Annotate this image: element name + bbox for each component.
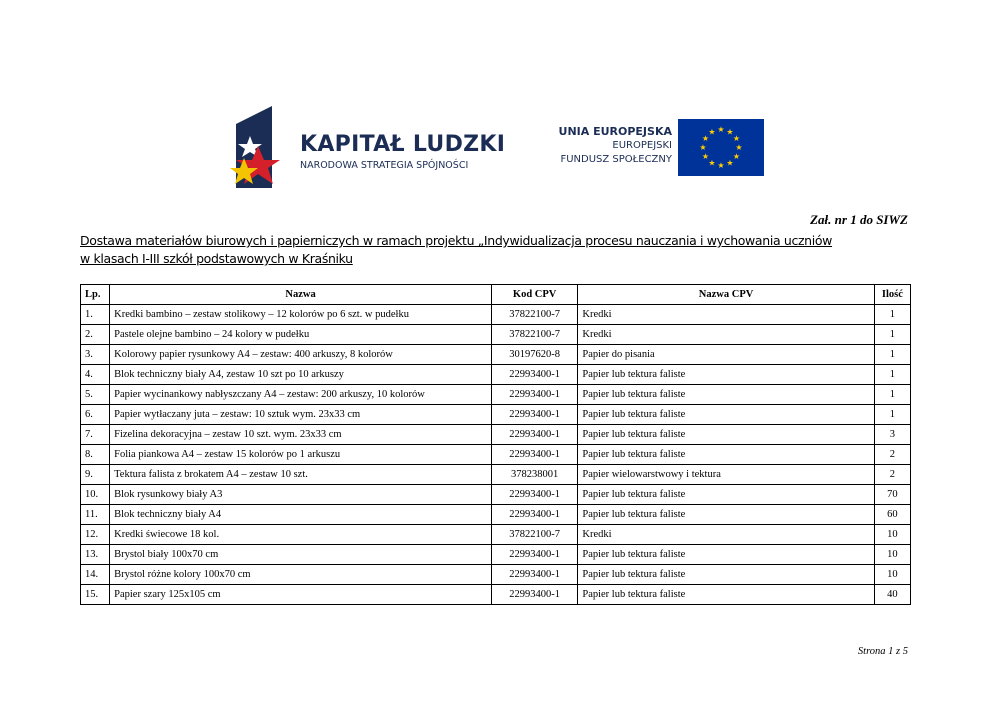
table-row <box>81 325 911 345</box>
cell-cpv-code: 37822100-7 <box>491 325 577 345</box>
cell-name: Kolorowy papier rysunkowy A4 – zestaw: 400 arkuszy, 8 kolorów <box>110 345 492 365</box>
cell-name: Blok techniczny biały A4, zestaw 10 szt po 10 arkuszy <box>110 365 492 385</box>
table-header-row <box>81 285 911 305</box>
svg-text:★: ★ <box>726 127 734 137</box>
kapital-ludzki-title: KAPITAŁ LUDZKI <box>300 132 506 157</box>
svg-text:★: ★ <box>701 152 710 161</box>
eu-logo-line2: EUROPEJSKI <box>612 140 672 151</box>
cell-qty: 3 <box>874 425 910 445</box>
cell-cpv-name: Papier lub tektura faliste <box>578 445 874 465</box>
cell-lp: 12. <box>81 525 110 545</box>
cell-lp: 3. <box>81 345 110 365</box>
cell-lp: 10. <box>81 485 110 505</box>
cell-lp: 2. <box>81 325 110 345</box>
table-row <box>81 565 911 585</box>
cell-name: Papier wytłaczany juta – zestaw: 10 sztuk wym. 23x33 cm <box>110 405 492 425</box>
cell-cpv-name: Papier lub tektura faliste <box>578 425 874 445</box>
svg-text:★: ★ <box>699 143 707 152</box>
cell-cpv-name: Kredki <box>578 305 874 325</box>
svg-text:★: ★ <box>708 127 716 137</box>
cell-cpv-code: 22993400-1 <box>491 545 577 565</box>
cell-cpv-name: Papier lub tektura faliste <box>578 545 874 565</box>
table-row <box>81 525 911 545</box>
header-name: Nazwa <box>110 285 492 305</box>
cell-lp: 11. <box>81 505 110 525</box>
svg-text:★: ★ <box>708 158 716 168</box>
cell-name: Kredki świecowe 18 kol. <box>110 525 492 545</box>
cell-name: Blok rysunkowy biały A3 <box>110 485 492 505</box>
cell-cpv-code: 22993400-1 <box>491 445 577 465</box>
cell-cpv-code: 22993400-1 <box>491 365 577 385</box>
table-row <box>81 545 911 565</box>
cell-lp: 6. <box>81 405 110 425</box>
cell-qty: 2 <box>874 465 910 485</box>
table-row <box>81 445 911 465</box>
cell-qty: 1 <box>874 325 910 345</box>
table-row <box>81 405 911 425</box>
items-table <box>80 284 911 605</box>
cell-qty: 1 <box>874 345 910 365</box>
table-row <box>81 385 911 405</box>
table-row <box>81 485 911 505</box>
cell-name: Brystol różne kolory 100x70 cm <box>110 565 492 585</box>
kapital-ludzki-emblem-icon <box>228 102 298 192</box>
cell-lp: 13. <box>81 545 110 565</box>
header-lp: Lp. <box>81 285 110 305</box>
cell-name: Brystol biały 100x70 cm <box>110 545 492 565</box>
table-row <box>81 505 911 525</box>
cell-cpv-name: Papier do pisania <box>578 345 874 365</box>
header-qty: Ilość <box>874 285 910 305</box>
cell-name: Pastele olejne bambino – 24 kolory w pudełku <box>110 325 492 345</box>
cell-cpv-name: Papier lub tektura faliste <box>578 365 874 385</box>
header-cpv-name: Nazwa CPV <box>578 285 874 305</box>
cell-qty: 10 <box>874 545 910 565</box>
cell-qty: 10 <box>874 525 910 545</box>
cell-cpv-name: Papier lub tektura faliste <box>578 585 874 605</box>
cell-cpv-code: 22993400-1 <box>491 385 577 405</box>
cell-cpv-code: 22993400-1 <box>491 425 577 445</box>
eu-logo-line3: FUNDUSZ SPOŁECZNY <box>560 154 672 165</box>
cell-cpv-name: Papier wielowarstwowy i tektura <box>578 465 874 485</box>
cell-qty: 1 <box>874 365 910 385</box>
eu-logo-line1: UNIA EUROPEJSKA <box>558 125 672 138</box>
cell-cpv-code: 22993400-1 <box>491 505 577 525</box>
cell-qty: 1 <box>874 405 910 425</box>
cell-cpv-code: 22993400-1 <box>491 565 577 585</box>
cell-lp: 1. <box>81 305 110 325</box>
cell-cpv-name: Papier lub tektura faliste <box>578 405 874 425</box>
cell-qty: 10 <box>874 565 910 585</box>
svg-text:★: ★ <box>717 125 725 134</box>
cell-name: Kredki bambino – zestaw stolikowy – 12 kolorów po 6 szt. w pudełku <box>110 305 492 325</box>
table-row <box>81 305 911 325</box>
document-title <box>80 232 920 268</box>
cell-cpv-code: 37822100-7 <box>491 525 577 545</box>
table-row <box>81 425 911 445</box>
cell-cpv-code: 30197620-8 <box>491 345 577 365</box>
cell-cpv-code: 37822100-7 <box>491 305 577 325</box>
cell-lp: 9. <box>81 465 110 485</box>
cell-lp: 5. <box>81 385 110 405</box>
cell-cpv-name: Papier lub tektura faliste <box>578 385 874 405</box>
cell-qty: 40 <box>874 585 910 605</box>
cell-qty: 1 <box>874 305 910 325</box>
document-title-line1: Dostawa materiałów biurowych i papierniczych w ramach projektu „Indywidualizacja procesu nauczania i wychowania uczniów <box>80 233 833 248</box>
cell-qty: 2 <box>874 445 910 465</box>
cell-cpv-code: 22993400-1 <box>491 405 577 425</box>
svg-text:★: ★ <box>701 134 710 143</box>
document-title-line2: w klasach I-III szkół podstawowych w Kraśniku <box>80 251 353 266</box>
cell-cpv-name: Papier lub tektura faliste <box>578 485 874 505</box>
header-cpv-code: Kod CPV <box>491 285 577 305</box>
page-number: Strona 1 z 5 <box>857 646 908 657</box>
cell-cpv-code: 22993400-1 <box>491 585 577 605</box>
cell-cpv-name: Papier lub tektura faliste <box>578 505 874 525</box>
kapital-ludzki-subtitle: NARODOWA STRATEGIA SPÓJNOŚCI <box>300 160 469 171</box>
svg-text:★: ★ <box>732 134 741 143</box>
cell-cpv-code: 22993400-1 <box>491 485 577 505</box>
svg-text:★: ★ <box>732 152 741 161</box>
cell-qty: 1 <box>874 385 910 405</box>
cell-qty: 70 <box>874 485 910 505</box>
cell-name: Papier wycinankowy nabłyszczany A4 – zestaw: 200 arkuszy, 10 kolorów <box>110 385 492 405</box>
cell-lp: 15. <box>81 585 110 605</box>
cell-lp: 8. <box>81 445 110 465</box>
cell-lp: 4. <box>81 365 110 385</box>
svg-text:★: ★ <box>726 158 734 168</box>
attachment-label: Zał. nr 1 do SIWZ <box>810 212 908 227</box>
cell-name: Fizelina dekoracyjna – zestaw 10 szt. wym. 23x33 cm <box>110 425 492 445</box>
cell-lp: 7. <box>81 425 110 445</box>
cell-cpv-name: Papier lub tektura faliste <box>578 565 874 585</box>
cell-name: Papier szary 125x105 cm <box>110 585 492 605</box>
eu-flag-icon <box>678 119 764 176</box>
cell-cpv-name: Kredki <box>578 325 874 345</box>
eu-logo <box>553 118 768 178</box>
cell-cpv-name: Kredki <box>578 525 874 545</box>
svg-text:★: ★ <box>717 161 725 170</box>
cell-name: Blok techniczny biały A4 <box>110 505 492 525</box>
eu-logo-text <box>559 124 672 167</box>
table-row <box>81 465 911 485</box>
table-row <box>81 585 911 605</box>
cell-name: Folia piankowa A4 – zestaw 15 kolorów po 1 arkuszu <box>110 445 492 465</box>
cell-cpv-code: 378238001 <box>491 465 577 485</box>
cell-lp: 14. <box>81 565 110 585</box>
table-row <box>81 365 911 385</box>
table-row <box>81 345 911 365</box>
kapital-ludzki-logo <box>228 102 506 192</box>
cell-qty: 60 <box>874 505 910 525</box>
cell-name: Tektura falista z brokatem A4 – zestaw 10 szt. <box>110 465 492 485</box>
svg-text:★: ★ <box>735 143 743 152</box>
